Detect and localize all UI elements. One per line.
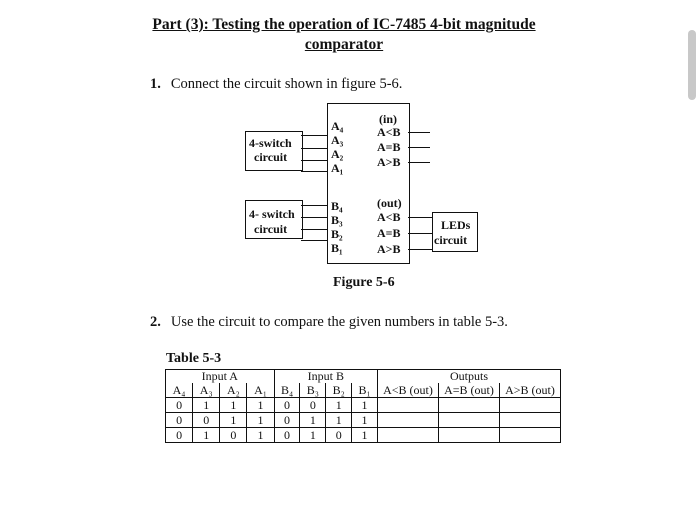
pin-out-a-lt-b: A<B	[377, 210, 401, 224]
col-b2: B₂	[326, 383, 352, 398]
cell: 1	[352, 428, 378, 443]
scrollbar-thumb[interactable]	[688, 30, 696, 100]
col-a2: A₂	[220, 383, 247, 398]
pin-b3: B₃	[331, 213, 343, 227]
col-a-gt-b-out: A>B (out)	[500, 383, 561, 398]
cell: 1	[193, 428, 220, 443]
step-2	[150, 314, 508, 331]
heading-line-2: comparator	[304, 36, 384, 53]
pin-b2: B₂	[331, 227, 343, 241]
cell: 0	[166, 413, 193, 428]
pin-a2: A₂	[331, 147, 344, 161]
leds-label-2: circuit	[434, 233, 468, 247]
switch-circuit-b	[245, 200, 303, 239]
wire-out-eq	[408, 233, 432, 234]
col-a-eq-b-out: A=B (out)	[439, 383, 500, 398]
step-1-text: Connect the circuit shown in figure 5-6.	[170, 76, 403, 92]
col-b3: B₃	[300, 383, 326, 398]
pin-in-a-lt-b: A<B	[377, 125, 401, 139]
cell: 0	[166, 428, 193, 443]
leds-label-1: LEDs	[441, 218, 471, 232]
pin-in-a-eq-b: A=B	[377, 140, 401, 154]
switch-a-label-1: 4-switch	[249, 136, 292, 150]
wire-b4	[301, 205, 327, 206]
switch-a-label-2: circuit	[254, 150, 288, 164]
cell: 1	[352, 413, 378, 428]
step-2-text: Use the circuit to compare the given numbers in table 5-3.	[170, 314, 508, 330]
cell: 0	[193, 413, 220, 428]
pin-a1: A₁	[331, 161, 344, 175]
pin-in-a-gt-b: A>B	[377, 155, 401, 169]
cell: 0	[220, 428, 247, 443]
cell: 1	[326, 398, 352, 413]
cell	[500, 413, 561, 428]
step-1	[150, 76, 402, 93]
wire-b1	[301, 240, 327, 241]
col-b4: B₄	[274, 383, 300, 398]
cell: 1	[193, 398, 220, 413]
wire-out-lt	[408, 217, 432, 218]
step-2-number: 2.	[150, 314, 161, 330]
switch-b-label-2: circuit	[254, 222, 288, 236]
wire-a3	[301, 148, 327, 149]
cell: 1	[247, 428, 274, 443]
group-input-a: Input A	[166, 370, 275, 384]
cell	[378, 428, 439, 443]
cell: 1	[247, 413, 274, 428]
cell: 1	[247, 398, 274, 413]
table-5-3	[165, 369, 561, 443]
wire-in-lt	[408, 132, 430, 133]
table-row	[166, 413, 561, 428]
cell	[439, 398, 500, 413]
wire-a4	[301, 135, 327, 136]
cell: 0	[326, 428, 352, 443]
cell: 1	[326, 413, 352, 428]
cell: 0	[300, 398, 326, 413]
cell	[378, 413, 439, 428]
cell	[439, 428, 500, 443]
heading-line-1: Part (3): Testing the operation of IC-7485 4-bit magnitude	[152, 16, 536, 33]
pin-a3: A₃	[331, 133, 344, 147]
cell: 1	[352, 398, 378, 413]
cell: 0	[274, 413, 300, 428]
wire-a2	[301, 160, 327, 161]
leds-circuit	[432, 212, 478, 252]
cell: 1	[300, 413, 326, 428]
col-b1: B₁	[352, 383, 378, 398]
pin-out-a-eq-b: A=B	[377, 226, 401, 240]
cell: 1	[220, 413, 247, 428]
col-a4: A₄	[166, 383, 193, 398]
pin-b1: B₁	[331, 241, 343, 255]
group-outputs: Outputs	[378, 370, 561, 384]
wire-in-gt	[408, 162, 430, 163]
cell: 0	[274, 398, 300, 413]
switch-b-label-1: 4- switch	[249, 207, 295, 221]
label-out: (out)	[377, 196, 402, 210]
cell: 0	[166, 398, 193, 413]
cell: 1	[220, 398, 247, 413]
wire-b2	[301, 229, 327, 230]
table-header-row	[166, 383, 561, 398]
table-group-row	[166, 370, 561, 384]
group-input-b: Input B	[274, 370, 377, 384]
pin-b4: B₄	[331, 199, 343, 213]
pin-out-a-gt-b: A>B	[377, 242, 401, 256]
col-a3: A₃	[193, 383, 220, 398]
table-row	[166, 398, 561, 413]
col-a-lt-b-out: A<B (out)	[378, 383, 439, 398]
cell	[439, 413, 500, 428]
pin-a4: A₄	[331, 119, 344, 133]
wire-b3	[301, 217, 327, 218]
switch-circuit-a	[245, 131, 303, 171]
figure-caption: Figure 5-6	[333, 275, 395, 290]
cell	[378, 398, 439, 413]
wire-in-eq	[408, 147, 430, 148]
table-caption: Table 5-3	[166, 351, 222, 366]
table-row	[166, 428, 561, 443]
cell	[500, 428, 561, 443]
cell: 1	[300, 428, 326, 443]
wire-a1	[301, 171, 327, 172]
label-in: (in)	[379, 112, 397, 126]
step-1-number: 1.	[150, 76, 161, 92]
cell: 0	[274, 428, 300, 443]
wire-out-gt	[408, 249, 432, 250]
section-heading	[124, 15, 564, 55]
col-a1: A₁	[247, 383, 274, 398]
cell	[500, 398, 561, 413]
